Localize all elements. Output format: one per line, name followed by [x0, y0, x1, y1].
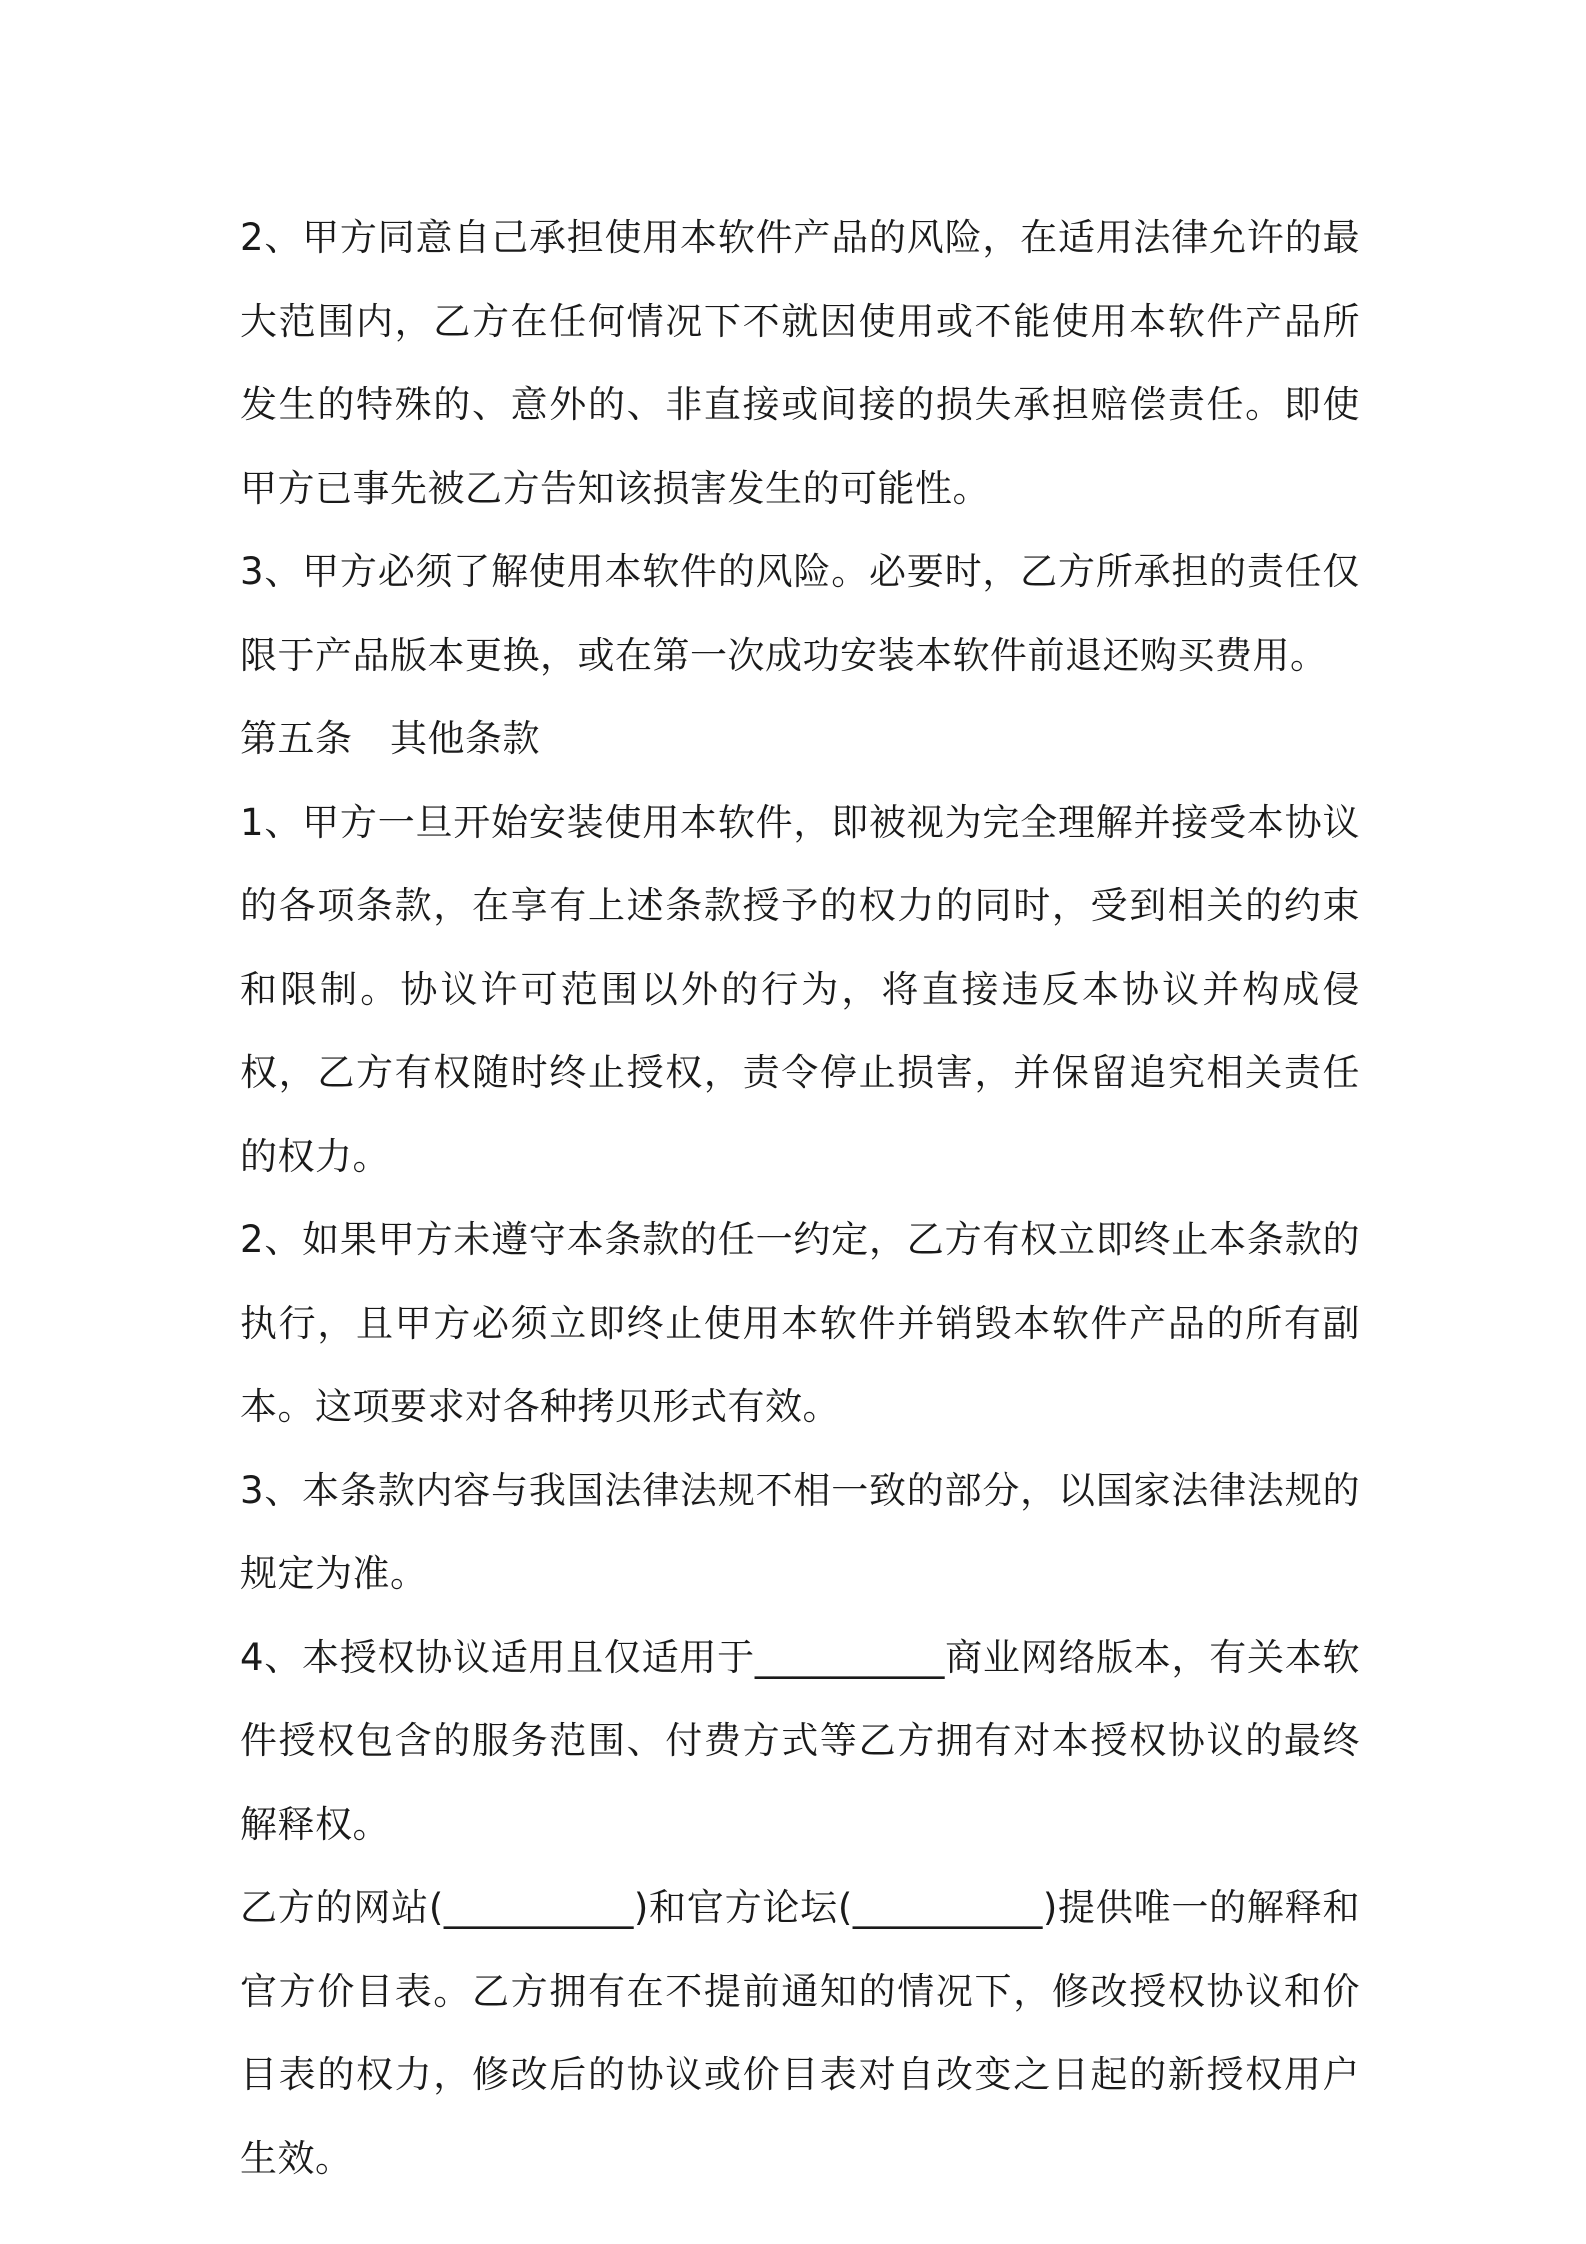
clause-liability-limit: 3、甲方必须了解使用本软件的风险。必要时，乙方所承担的责任仅限于产品版本更换，或在第一次成功安装本软件前退还购买费用。: [240, 550, 1360, 677]
section-heading-article-5: 第五条 其他条款: [240, 717, 540, 760]
clause-acceptance: 1、甲方一旦开始安装使用本软件，即被视为完全理解并接受本协议的各项条款，在享有上述条款授予的权力的同时，受到相关的约束和限制。协议许可范围以外的行为，将直接违反本协议并构成侵权，乙方有权随时终止授权，责令停止损害，并保留追究相关责任的权力。: [240, 800, 1360, 1178]
clause-scope: 4、本授权协议适用且仅适用于__________商业网络版本，有关本软件授权包含的服务范围、付费方式等乙方拥有对本授权协议的最终解释权。: [240, 1635, 1360, 1846]
clause-liability-risk: 2、甲方同意自己承担使用本软件产品的风险，在适用法律允许的最大范围内，乙方在任何情况下不就因使用或不能使用本软件产品所发生的特殊的、意外的、非直接或间接的损失承担赔偿责任。即使甲方已事先被乙方告知该损害发生的可能性。: [240, 216, 1360, 510]
clause-website-forum: 乙方的网站(__________)和官方论坛(__________)提供唯一的解释和官方价目表。乙方拥有在不提前通知的情况下，修改授权协议和价目表的权力，修改后的协议或价目表对自改变之日起的新授权用户生效。: [240, 1886, 1360, 2180]
clause-termination: 2、如果甲方未遵守本条款的任一约定，乙方有权立即终止本条款的执行，且甲方必须立即终止使用本软件并销毁本软件产品的所有副本。这项要求对各种拷贝形式有效。: [240, 1218, 1360, 1428]
clause-governing-law: 3、本条款内容与我国法律法规不相一致的部分，以国家法律法规的规定为准。: [240, 1468, 1360, 1595]
document-body: [240, 196, 1360, 2200]
